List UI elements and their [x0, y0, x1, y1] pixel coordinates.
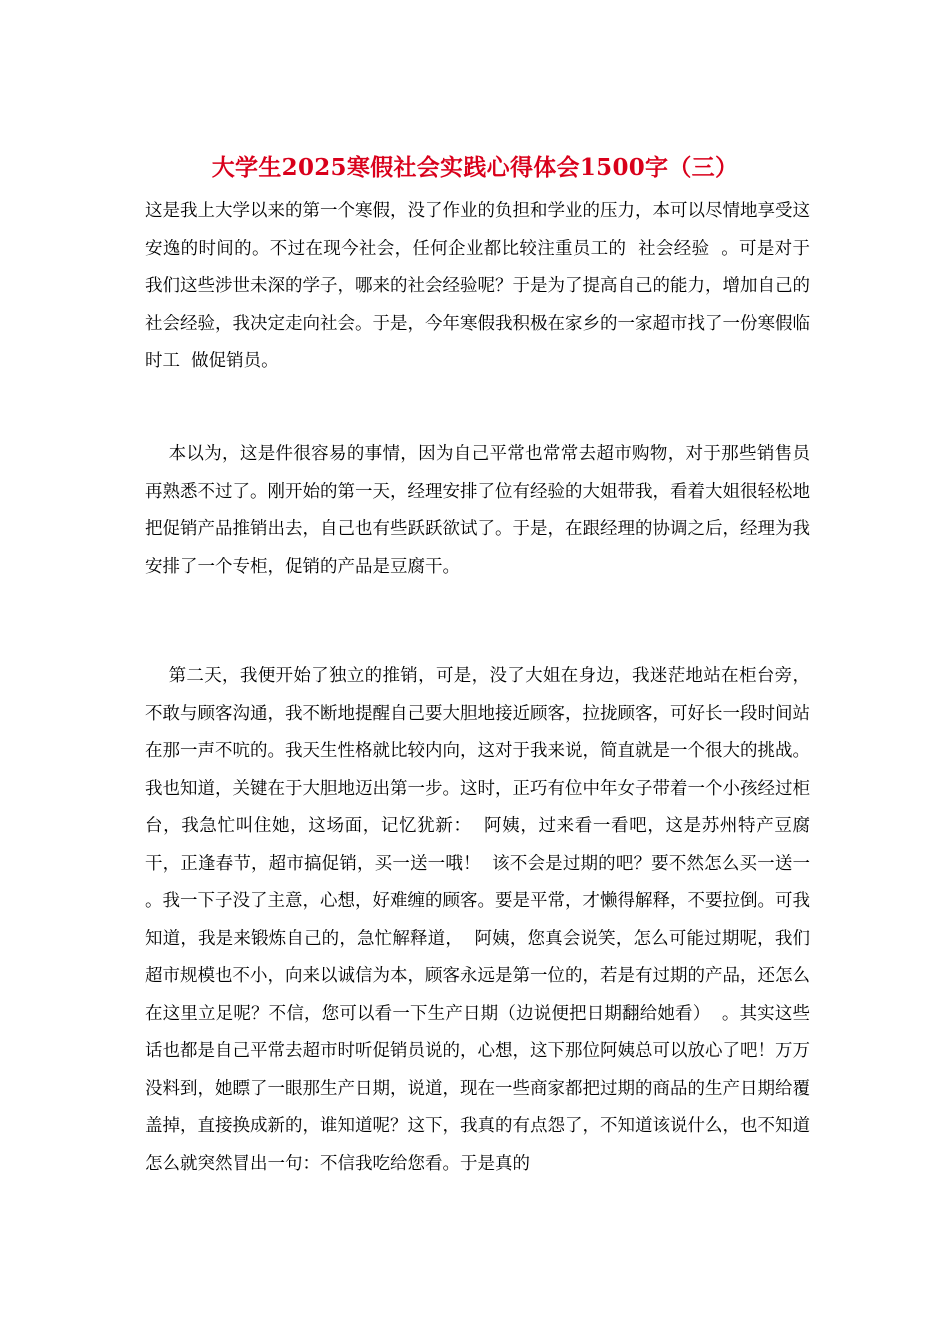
paragraph-1: 这是我上大学以来的第一个寒假，没了作业的负担和学业的压力，本可以尽情地享受这安逸的时间的。不过在现今社会，任何企业都比较注重员工的 社会经验 。可是对于我们这些涉世未深的学子，哪来的社会经验呢？于是为了提高自己的能力，增加自己的社会经验，我决定走向社会。于是，今年寒假我积极在家乡的一家超市找了一份寒假临时工 做促销员。 [145, 201, 810, 371]
paragraph-2: 本以为，这是件很容易的事情，因为自己平常也常常去超市购物，对于那些销售员再熟悉不过了。刚开始的第一天，经理安排了位有经验的大姐带我，看着大姐很轻松地把促销产品推销出去，自己也有些跃跃欲试了。于是，在跟经理的协调之后，经理为我安排了一个专柜，促销的产品是豆腐干。 [145, 444, 810, 577]
document-title: 大学生2025寒假社会实践心得体会1500字（三） [211, 154, 739, 181]
paragraph-3: 第二天，我便开始了独立的推销，可是，没了大姐在身边，我迷茫地站在柜台旁，不敢与顾客沟通，我不断地提醒自己要大胆地接近顾客，拉拢顾客，可好长一段时间站在那一声不吭的。我天生性格就比较内向，这对于我来说，简直就是一个很大的挑战。我也知道，关键在于大胆地迈出第一步。这时，正巧有位中年女子带着一个小孩经过柜台，我急忙叫住她，这场面，记忆犹新： 阿姨，过来看一看吧，这是苏州特产豆腐干，正逢春节，超市搞促销，买一送一哦！ 该不会是过期的吧？要不然怎么买一送一 。我一下子没了主意，心想，好难缠的顾客。要是平常，才懒得解释，不要拉倒。可我知道，我是来锻炼自己的，急忙解释道， 阿姨，您真会说笑，怎么可能过期呢，我们超市规模也不小，向来以诚信为本，顾客永远是第一位的，若是有过期的产品，还怎么在这里立足呢？不信，您可以看一下生产日期（边说便把日期翻给她看） 。其实这些话也都是自己平常去超市时听促销员说的，心想，这下那位阿姨总可以放心了吧！万万没料到，她瞟了一眼那生产日期，说道，现在一些商家都把过期的商品的生产日期给覆盖掉，直接换成新的，谁知道呢？这下，我真的有点怨了，不知道该说什么，也不知道怎么就突然冒出一句：不信我吃给您看。于是真的 [145, 666, 822, 1174]
